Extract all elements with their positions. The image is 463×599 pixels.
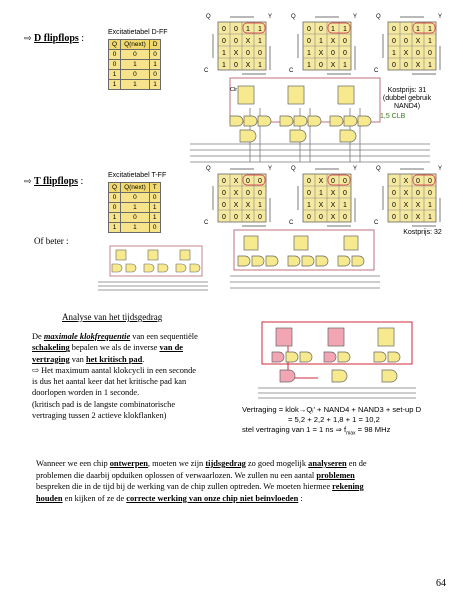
t-kmap-1-cell: 0: [222, 202, 226, 209]
d-kmap-3-cell: 0: [392, 26, 396, 33]
t-kmap-3-axis-label: Q: [376, 166, 381, 172]
timing-line-4: is dus het aantal keer dat het kritische pad kan: [32, 377, 187, 387]
t-kmap-1-cell: 0: [246, 178, 250, 185]
d-kmap-2-cell: X: [318, 50, 324, 57]
t-kmap-3-cell: 0: [416, 190, 420, 197]
d-kmap-3-cell: X: [403, 50, 409, 57]
t-kmap-2-cell: X: [318, 202, 324, 209]
t-kmap-1-cell: 0: [258, 214, 262, 221]
d-kmap-2-cell: X: [330, 62, 336, 69]
d-kmap-1-cell: 1: [222, 62, 226, 69]
t-kmap-3: [370, 162, 450, 228]
d-kmap-3-cell: 0: [392, 62, 396, 69]
t-kmap-3-cell: 0: [428, 190, 432, 197]
t-kmap-1-cell: 0: [234, 214, 238, 221]
d-kmap-1-cell: X: [245, 38, 251, 45]
timing-line-3: ⇨ Het maximum aantal klokcycli in een seconde: [32, 365, 196, 375]
timing-line-2: vertraging van het kritisch pad.: [32, 354, 145, 364]
t-kmap-2-cell: 0: [343, 190, 347, 197]
delay-line-3: stel vertraging van 1 = 1 ns ⇒ $f_{max} = 98$ MHz: [242, 425, 391, 437]
t-kmap-3-cell: 1: [428, 214, 432, 221]
t-kmap-3-cell: 1: [428, 202, 432, 209]
d-kmap-3-axis-label: Y: [438, 14, 443, 20]
timing-line-0: De maximale klokfrequentie van een sequentiële: [32, 332, 198, 341]
d-kmap-1-cell: 0: [222, 26, 226, 33]
closing-line-1: problemen die daarbij opduiken oplossen of verwaarlozen. We zullen nu een aantal problemen: [36, 470, 355, 480]
d-kmap-2-cell: 1: [307, 62, 311, 69]
of-beter-label: Of beter :: [34, 236, 69, 246]
t-kmap-1: [200, 162, 280, 228]
t-kmap-2-cell: 1: [319, 190, 323, 197]
d-kmap-1-cell: 0: [258, 50, 262, 57]
d-kmap-2: [285, 10, 365, 76]
t-kmap-2-cell: 0: [343, 214, 347, 221]
t-kmap-1-cell: X: [233, 178, 239, 185]
t-kmap-2-axis-label: Q: [291, 166, 296, 172]
d-excitation-title: Excitatietabel D-FF: [108, 29, 168, 36]
t-kmap-2-cell: 0: [331, 178, 335, 185]
d-kmap-3-cell: 1: [428, 38, 432, 45]
timing-line-1: schakeling bepalen we als de inverse van de: [32, 343, 183, 353]
t-kmap-2-cell: X: [330, 202, 336, 209]
d-kmap-1-cell: 1: [258, 26, 262, 33]
critical-path-circuit: [258, 318, 418, 402]
d-kmap-2-cell: 0: [343, 38, 347, 45]
d-kmap-1-cell: 0: [234, 26, 238, 33]
timing-line-6: (kritisch pad is de langste combinatorische: [32, 399, 176, 409]
t-kmap-1-grid: [200, 162, 280, 228]
d-kmap-2-cell: 1: [343, 26, 347, 33]
d-kmap-3-cell: 0: [392, 38, 396, 45]
t-kmap-3-cell: 0: [392, 202, 396, 209]
t-kmap-3-cell: 0: [392, 190, 396, 197]
t-kmap-3-cell: 0: [404, 214, 408, 221]
timing-heading: Analyse van het tijdsgedrag: [62, 312, 163, 322]
d-kmap-1-cell: 1: [222, 50, 226, 57]
t-kmap-2-cell: 0: [307, 178, 311, 185]
d-kmap-3-cell: X: [415, 38, 421, 45]
d-kmap-1-cell: 0: [246, 50, 250, 57]
t-kmap-1-cell: 1: [258, 202, 262, 209]
t-excitation-table: Q Q(next) T 0 0 0 0 1 1 1 0 1 1 1 0: [108, 182, 161, 233]
page-number: 64: [436, 578, 446, 589]
d-kmap-3-cell: X: [415, 62, 421, 69]
t-kmap-2-axis-label: Y: [353, 166, 358, 172]
timing-line-5: doorlopen worden in 1 seconde.: [32, 388, 140, 398]
d-kmap-3: [370, 10, 450, 76]
t-kmap-3-cell: X: [403, 178, 409, 185]
t-kmap-2-cell: X: [330, 190, 336, 197]
t-kmap-2-cell: 0: [319, 214, 323, 221]
t-kmap-2-cell: X: [330, 214, 336, 221]
delay-line-2: = 5,2 + 2,2 + 1,8 + 1 = 10,2: [288, 415, 380, 424]
d-kmap-1-cell: 1: [246, 26, 250, 33]
t-kmap-3-grid: [370, 162, 450, 228]
d-kmap-3-cell: 1: [428, 62, 432, 69]
t-kmap-2-cell: 0: [343, 178, 347, 185]
d-flipflop-1: [288, 86, 304, 104]
d-kmap-2-cell: 0: [307, 38, 311, 45]
d-kmap-2-axis-label: Q: [291, 14, 296, 20]
t-kmap-1-cell: X: [233, 202, 239, 209]
d-kmap-2-cell: X: [330, 38, 336, 45]
t-kmap-1-cell: X: [245, 214, 251, 221]
t-kmap-3-axis-label: C: [374, 220, 379, 226]
d-kmap-1-cell: 0: [234, 38, 238, 45]
t-kmap-1-cell: 0: [222, 178, 226, 185]
d-kmap-3-cell: 0: [428, 50, 432, 57]
closing-paragraph: [36, 458, 431, 504]
t-alt-circuit-diagram: [98, 244, 210, 292]
d-kmap-1-axis-label: C: [204, 68, 209, 74]
t-kmap-1-cell: 0: [246, 190, 250, 197]
t-kmap-2: [285, 162, 365, 228]
t-kmap-1-cell: 0: [222, 214, 226, 221]
d-kmap-1-grid: [200, 10, 280, 76]
timing-paragraph: [32, 331, 237, 421]
t-kmap-3-axis-label: Y: [438, 166, 443, 172]
t-kmap-3-cell: 0: [392, 178, 396, 185]
d-kmap-2-cell: 0: [319, 26, 323, 33]
d-excitation-table: Q Q(next) D 0 0 0 0 1 1 1 0 0 1 1 1: [108, 39, 161, 90]
t-circuit-diagram: [230, 228, 390, 290]
t-kmap-2-axis-label: C: [289, 220, 294, 226]
t-kmap-1-axis-label: Q: [206, 166, 211, 172]
t-kmap-3-cell: 0: [428, 178, 432, 185]
timing-line-7: vertraging tussen 2 actieve klokflanken): [32, 411, 167, 421]
d-kmap-3-cell: 0: [404, 62, 408, 69]
d-kmap-1: [200, 10, 280, 76]
d-kmap-1-cell: 0: [222, 38, 226, 45]
t-kmap-3-cell: X: [415, 214, 421, 221]
d-kmap-2-cell: 0: [307, 26, 311, 33]
t-kmap-2-grid: [285, 162, 365, 228]
t-kmap-3-cell: X: [403, 202, 409, 209]
d-kmap-2-cell: 0: [319, 62, 323, 69]
d-flipflops-heading: ⇨ D flipflops :: [24, 33, 85, 44]
t-kmap-1-cell: X: [245, 202, 251, 209]
t-kmap-3-cell: 0: [416, 178, 420, 185]
d-cost-block: Kostprijs: 31 (dubbel gebruik NAND4): [382, 87, 432, 110]
d-kmap-1-cell: 0: [234, 62, 238, 69]
critical-flipflop-2: [378, 328, 394, 346]
t-kmap-1-cell: 0: [258, 190, 262, 197]
t-kmap-3-cell: X: [415, 202, 421, 209]
t-kmap-3-cell: 0: [392, 214, 396, 221]
d-kmap-2-grid: [285, 10, 365, 76]
t-kmap-1-cell: 0: [258, 178, 262, 185]
d-kmap-1-cell: X: [245, 62, 251, 69]
t-excitation-title: Excitatietabel T-FF: [108, 172, 167, 179]
closing-line-0: Wanneer we een chip ontwerpen, moeten we zijn tijdsgedrag zo goed mogelijk analyseren en de: [36, 459, 367, 468]
critical-flipflop-0: [276, 328, 292, 346]
closing-line-2: bespreken die in de tijd bij de werking van de chip zullen optreden. We moeten hiermee rekening: [36, 482, 364, 491]
t-kmaps-area: [200, 162, 450, 228]
d-kmap-3-cell: 1: [428, 26, 432, 33]
d-kmap-2-cell: 0: [331, 50, 335, 57]
d-kmap-2-axis-label: C: [289, 68, 294, 74]
critical-flipflop-1: [328, 328, 344, 346]
d-kmap-3-cell: 0: [416, 50, 420, 57]
t-kmap-3-cell: X: [403, 190, 409, 197]
t-kmap-2-cell: X: [318, 178, 324, 185]
t-kmap-1-axis-label: Y: [268, 166, 273, 172]
d-kmap-1-cell: X: [233, 50, 239, 57]
d-kmap-2-cell: 1: [319, 38, 323, 45]
d-kmap-3-cell: 0: [404, 38, 408, 45]
d-kmap-3-cell: 1: [392, 50, 396, 57]
t-kmap-2-cell: 0: [307, 190, 311, 197]
d-kmap-3-cell: 0: [404, 26, 408, 33]
t-kmap-2-cell: 0: [307, 214, 311, 221]
d-kmap-3-axis-label: Q: [376, 14, 381, 20]
t-kmap-1-axis-label: C: [204, 220, 209, 226]
t-kmap-2-cell: 1: [307, 202, 311, 209]
d-kmap-1-axis-label: Q: [206, 14, 211, 20]
d-kmap-2-cell: 1: [343, 62, 347, 69]
d-clr-label: Clr: [230, 87, 238, 93]
t-cost-label: Kostprijs: 32: [403, 229, 442, 236]
d-clb-label: 1,5 CLB: [380, 113, 406, 120]
closing-line-3: houden en kijken of ze de correcte werking van onze chip niet beïnvloeden :: [36, 493, 303, 503]
d-kmaps-area: [200, 10, 450, 76]
d-kmap-2-cell: 1: [307, 50, 311, 57]
d-kmap-2-cell: 1: [331, 26, 335, 33]
t-kmap-1-cell: X: [233, 190, 239, 197]
d-flipflop-0: [238, 86, 254, 104]
d-flipflop-2: [338, 86, 354, 104]
t-flipflops-heading: ⇨ T flipflops :: [24, 176, 84, 187]
d-kmap-3-cell: 1: [416, 26, 420, 33]
d-kmap-2-axis-label: Y: [353, 14, 358, 20]
d-kmap-3-grid: [370, 10, 450, 76]
d-kmap-2-cell: 0: [343, 50, 347, 57]
t-kmap-1-cell: 0: [222, 190, 226, 197]
d-kmap-3-axis-label: C: [374, 68, 379, 74]
t-kmap-2-cell: 1: [343, 202, 347, 209]
d-kmap-1-axis-label: Y: [268, 14, 273, 20]
delay-calculation: [242, 405, 457, 439]
d-kmap-1-cell: 1: [258, 38, 262, 45]
delay-line-1: Vertraging = klok→Qᵢ' + NAND4 + NAND3 + set-up D: [242, 405, 422, 414]
d-kmap-1-cell: 1: [258, 62, 262, 69]
